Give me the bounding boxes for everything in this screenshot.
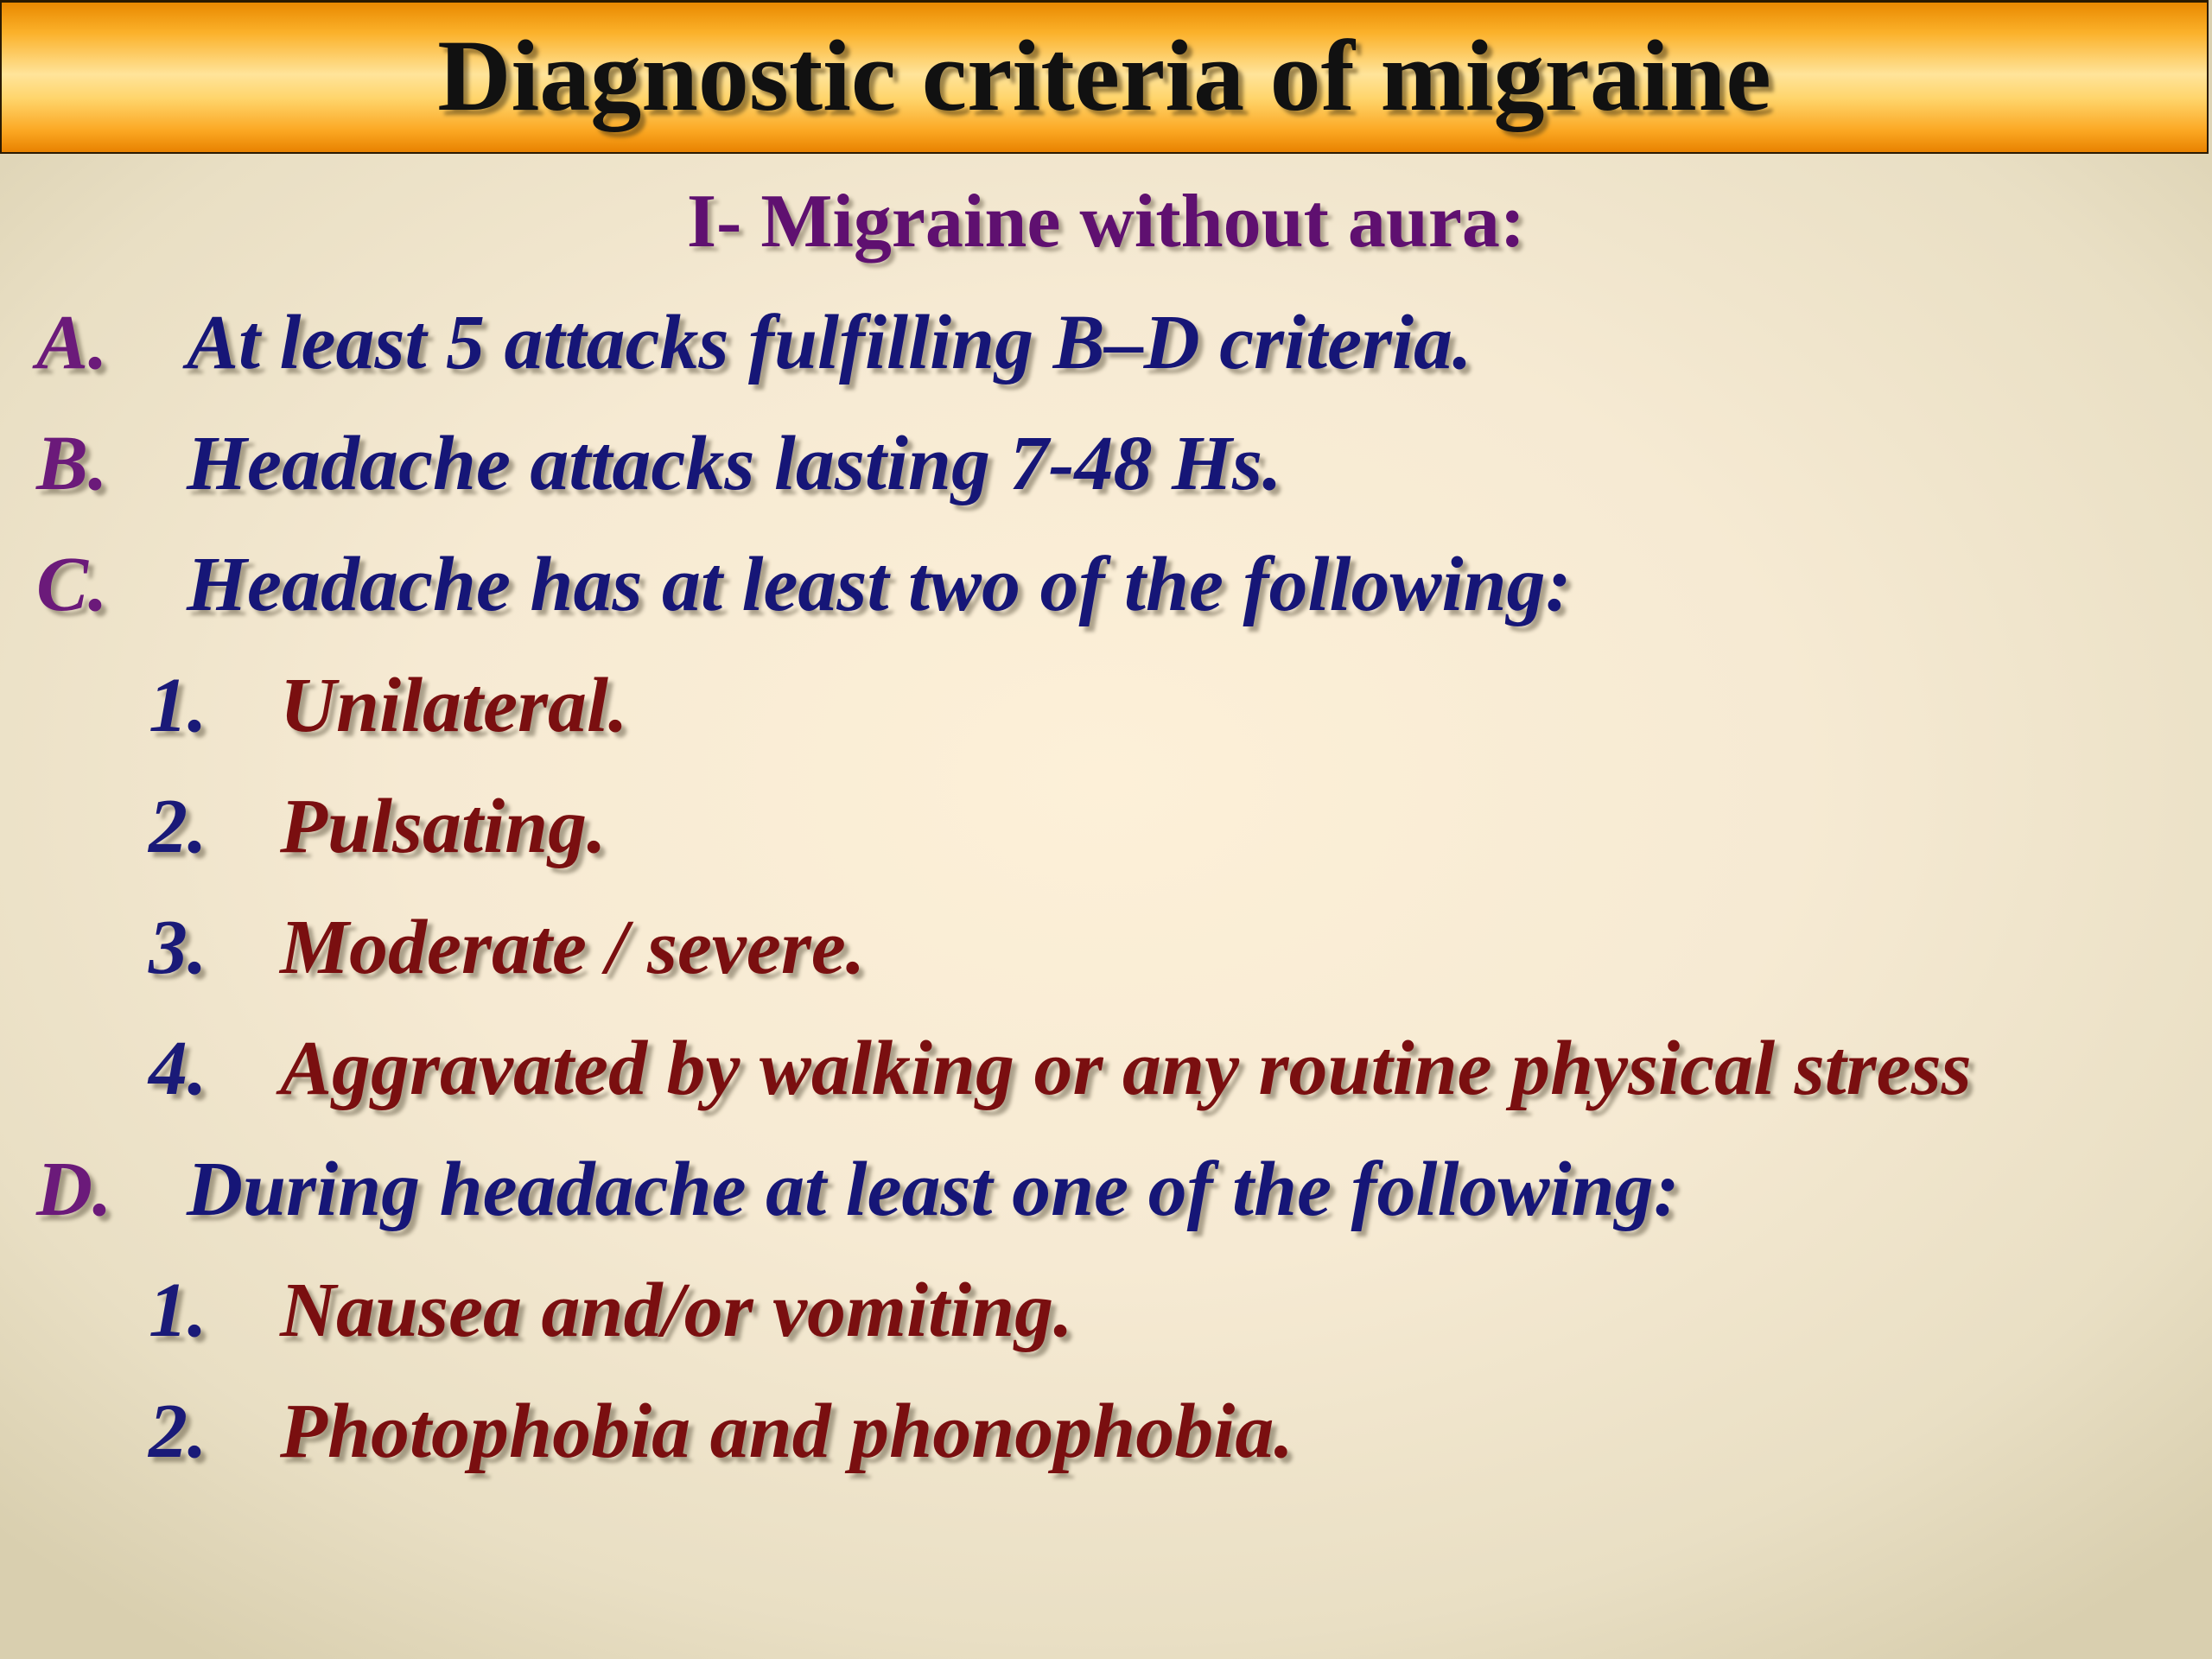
criterion-b-marker: B. bbox=[36, 421, 108, 506]
criterion-d-item-2-marker: 2. bbox=[149, 1389, 207, 1474]
criterion-b-text: Headache attacks lasting 7-48 Hs. bbox=[187, 421, 1282, 506]
criterion-c-item-4-text: Aggravated by walking or any routine physical stress bbox=[280, 1026, 1972, 1111]
title-bar bbox=[0, 0, 2209, 154]
criterion-c-item-2-text: Pulsating. bbox=[280, 784, 607, 869]
criterion-c-item-1-text: Unilateral. bbox=[280, 663, 628, 748]
slide-subtitle: I- Migraine without aura: bbox=[686, 180, 1526, 264]
criterion-c-item-2-marker: 2. bbox=[149, 784, 207, 869]
criterion-c-item-3-marker: 3. bbox=[149, 905, 207, 990]
criterion-d-item-2-text: Photophobia and phonophobia. bbox=[280, 1389, 1294, 1474]
criterion-c-item-3-text: Moderate / severe. bbox=[280, 905, 866, 990]
criterion-c-item-1-marker: 1. bbox=[149, 663, 207, 748]
criterion-d-marker: D. bbox=[36, 1147, 112, 1232]
criterion-c-text: Headache has at least two of the following: bbox=[187, 542, 1572, 627]
criterion-a-text: At least 5 attacks fulfilling B–D criteria. bbox=[187, 300, 1472, 385]
criterion-d-text: During headache at least one of the following: bbox=[187, 1147, 1680, 1232]
criterion-d-item-1-marker: 1. bbox=[149, 1268, 207, 1353]
slide-title: Diagnostic criteria of migraine bbox=[437, 18, 1771, 132]
criterion-c-item-4-marker: 4. bbox=[149, 1026, 207, 1111]
criterion-d-item-1-text: Nausea and/or vomiting. bbox=[280, 1268, 1073, 1353]
criterion-a-marker: A. bbox=[36, 300, 108, 385]
criterion-c-marker: C. bbox=[36, 542, 108, 627]
